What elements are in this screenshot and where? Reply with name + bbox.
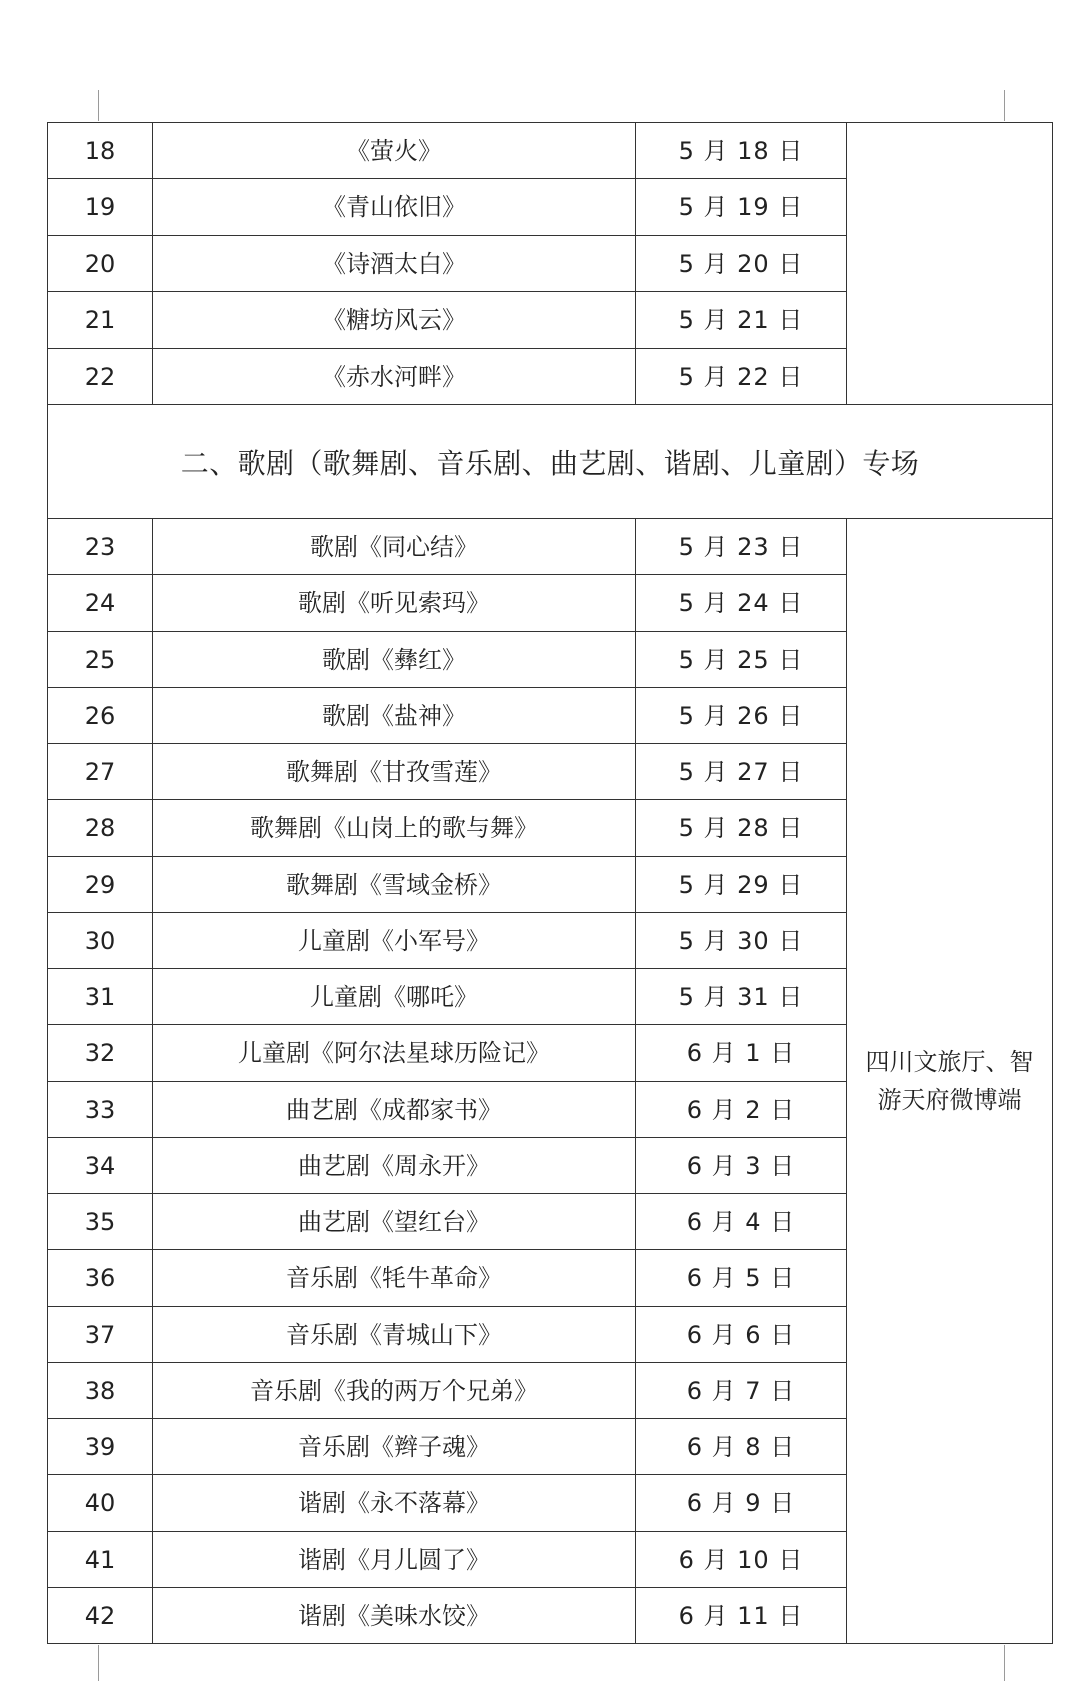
performance-date: 5 月 29 日: [636, 857, 847, 913]
table-row: [48, 1419, 847, 1475]
performance-title: 音乐剧《我的两万个兄弟》: [153, 1363, 636, 1419]
table-row: [48, 292, 847, 349]
row-number: 33: [48, 1082, 153, 1138]
row-number: 23: [48, 519, 153, 575]
table-row: [48, 913, 847, 969]
row-number: 21: [48, 292, 153, 349]
performance-date: 5 月 30 日: [636, 913, 847, 969]
row-number: 25: [48, 632, 153, 688]
performance-title: 儿童剧《阿尔法星球历险记》: [153, 1025, 636, 1082]
table-row: [48, 1138, 847, 1194]
table-row: [48, 1475, 847, 1532]
performance-date: 6 月 1 日: [636, 1025, 847, 1082]
table-row: [48, 969, 847, 1025]
performance-date: 5 月 25 日: [636, 632, 847, 688]
performance-title: 歌剧《听见索玛》: [153, 575, 636, 632]
crop-mark-bottom-right: [1004, 1645, 1005, 1681]
performance-title: 谐剧《永不落幕》: [153, 1475, 636, 1532]
performance-date: 6 月 10 日: [636, 1532, 847, 1588]
row-number: 26: [48, 688, 153, 744]
table-row: [48, 632, 847, 688]
schedule-table: [47, 122, 1053, 1644]
table-row: [48, 857, 847, 913]
performance-title: 曲艺剧《成都家书》: [153, 1082, 636, 1138]
empty-merged-cell: [847, 123, 1053, 405]
performance-date: 6 月 4 日: [636, 1194, 847, 1250]
row-number: 34: [48, 1138, 153, 1194]
row-number: 22: [48, 349, 153, 405]
performance-title: 音乐剧《牦牛革命》: [153, 1250, 636, 1307]
row-number: 37: [48, 1307, 153, 1363]
performance-date: 5 月 19 日: [636, 179, 847, 236]
performance-title: 歌舞剧《甘孜雪莲》: [153, 744, 636, 800]
performance-title: 曲艺剧《望红台》: [153, 1194, 636, 1250]
crop-mark-top-right: [1004, 90, 1005, 121]
row-number: 36: [48, 1250, 153, 1307]
performance-date: 6 月 2 日: [636, 1082, 847, 1138]
performance-title: 《青山依旧》: [153, 179, 636, 236]
row-number: 31: [48, 969, 153, 1025]
performance-title: 谐剧《美味水饺》: [153, 1588, 636, 1644]
row-number: 41: [48, 1532, 153, 1588]
table-row: [48, 349, 847, 405]
row-number: 20: [48, 236, 153, 292]
performance-title: 谐剧《月儿圆了》: [153, 1532, 636, 1588]
performance-date: 5 月 24 日: [636, 575, 847, 632]
performance-title: 《赤水河畔》: [153, 349, 636, 405]
performance-title: 歌舞剧《山岗上的歌与舞》: [153, 800, 636, 857]
table-row: [48, 744, 847, 800]
performance-date: 6 月 11 日: [636, 1588, 847, 1644]
crop-mark-top-left: [98, 90, 99, 121]
table-row: [48, 800, 847, 857]
performance-title: 音乐剧《辫子魂》: [153, 1419, 636, 1475]
section-header: 二、歌剧（歌舞剧、音乐剧、曲艺剧、谐剧、儿童剧）专场: [48, 405, 1053, 519]
row-number: 35: [48, 1194, 153, 1250]
performance-title: 音乐剧《青城山下》: [153, 1307, 636, 1363]
row-number: 24: [48, 575, 153, 632]
table-row: [48, 1532, 847, 1588]
performance-date: 5 月 28 日: [636, 800, 847, 857]
performance-date: 5 月 26 日: [636, 688, 847, 744]
crop-mark-bottom-left: [98, 1645, 99, 1681]
performance-date: 5 月 18 日: [636, 123, 847, 179]
performance-date: 5 月 22 日: [636, 349, 847, 405]
row-number: 32: [48, 1025, 153, 1082]
table-row: [48, 1250, 847, 1307]
performance-title: 儿童剧《哪吒》: [153, 969, 636, 1025]
table-row: [48, 236, 847, 292]
performance-date: 6 月 9 日: [636, 1475, 847, 1532]
table-row: [48, 688, 847, 744]
table-row: [48, 1363, 847, 1419]
performance-date: 6 月 3 日: [636, 1138, 847, 1194]
row-number: 42: [48, 1588, 153, 1644]
performance-date: 5 月 20 日: [636, 236, 847, 292]
performance-date: 5 月 27 日: [636, 744, 847, 800]
performance-date: 5 月 21 日: [636, 292, 847, 349]
performance-title: 《诗酒太白》: [153, 236, 636, 292]
table-row: [48, 1194, 847, 1250]
table-row: [48, 1025, 847, 1082]
platform-cell: 四川文旅厅、智游天府微博端: [847, 519, 1053, 1644]
performance-title: 儿童剧《小军号》: [153, 913, 636, 969]
row-number: 19: [48, 179, 153, 236]
performance-title: 歌剧《盐神》: [153, 688, 636, 744]
table-row: [48, 575, 847, 632]
row-number: 40: [48, 1475, 153, 1532]
table-row: [48, 1307, 847, 1363]
performance-title: 歌剧《彝红》: [153, 632, 636, 688]
performance-title: 歌舞剧《雪域金桥》: [153, 857, 636, 913]
row-number: 29: [48, 857, 153, 913]
performance-date: 5 月 23 日: [636, 519, 847, 575]
table-row: [48, 1082, 847, 1138]
performance-date: 6 月 7 日: [636, 1363, 847, 1419]
row-number: 27: [48, 744, 153, 800]
table-row: [48, 179, 847, 236]
table-row: [48, 519, 847, 575]
row-number: 18: [48, 123, 153, 179]
performance-date: 6 月 8 日: [636, 1419, 847, 1475]
performance-date: 6 月 5 日: [636, 1250, 847, 1307]
performance-title: 《糖坊风云》: [153, 292, 636, 349]
row-number: 39: [48, 1419, 153, 1475]
table-row: [48, 1588, 847, 1644]
row-number: 38: [48, 1363, 153, 1419]
row-number: 30: [48, 913, 153, 969]
table-row: [48, 123, 847, 179]
row-number: 28: [48, 800, 153, 857]
performance-title: 曲艺剧《周永开》: [153, 1138, 636, 1194]
performance-date: 6 月 6 日: [636, 1307, 847, 1363]
performance-title: 《萤火》: [153, 123, 636, 179]
performance-title: 歌剧《同心结》: [153, 519, 636, 575]
performance-date: 5 月 31 日: [636, 969, 847, 1025]
